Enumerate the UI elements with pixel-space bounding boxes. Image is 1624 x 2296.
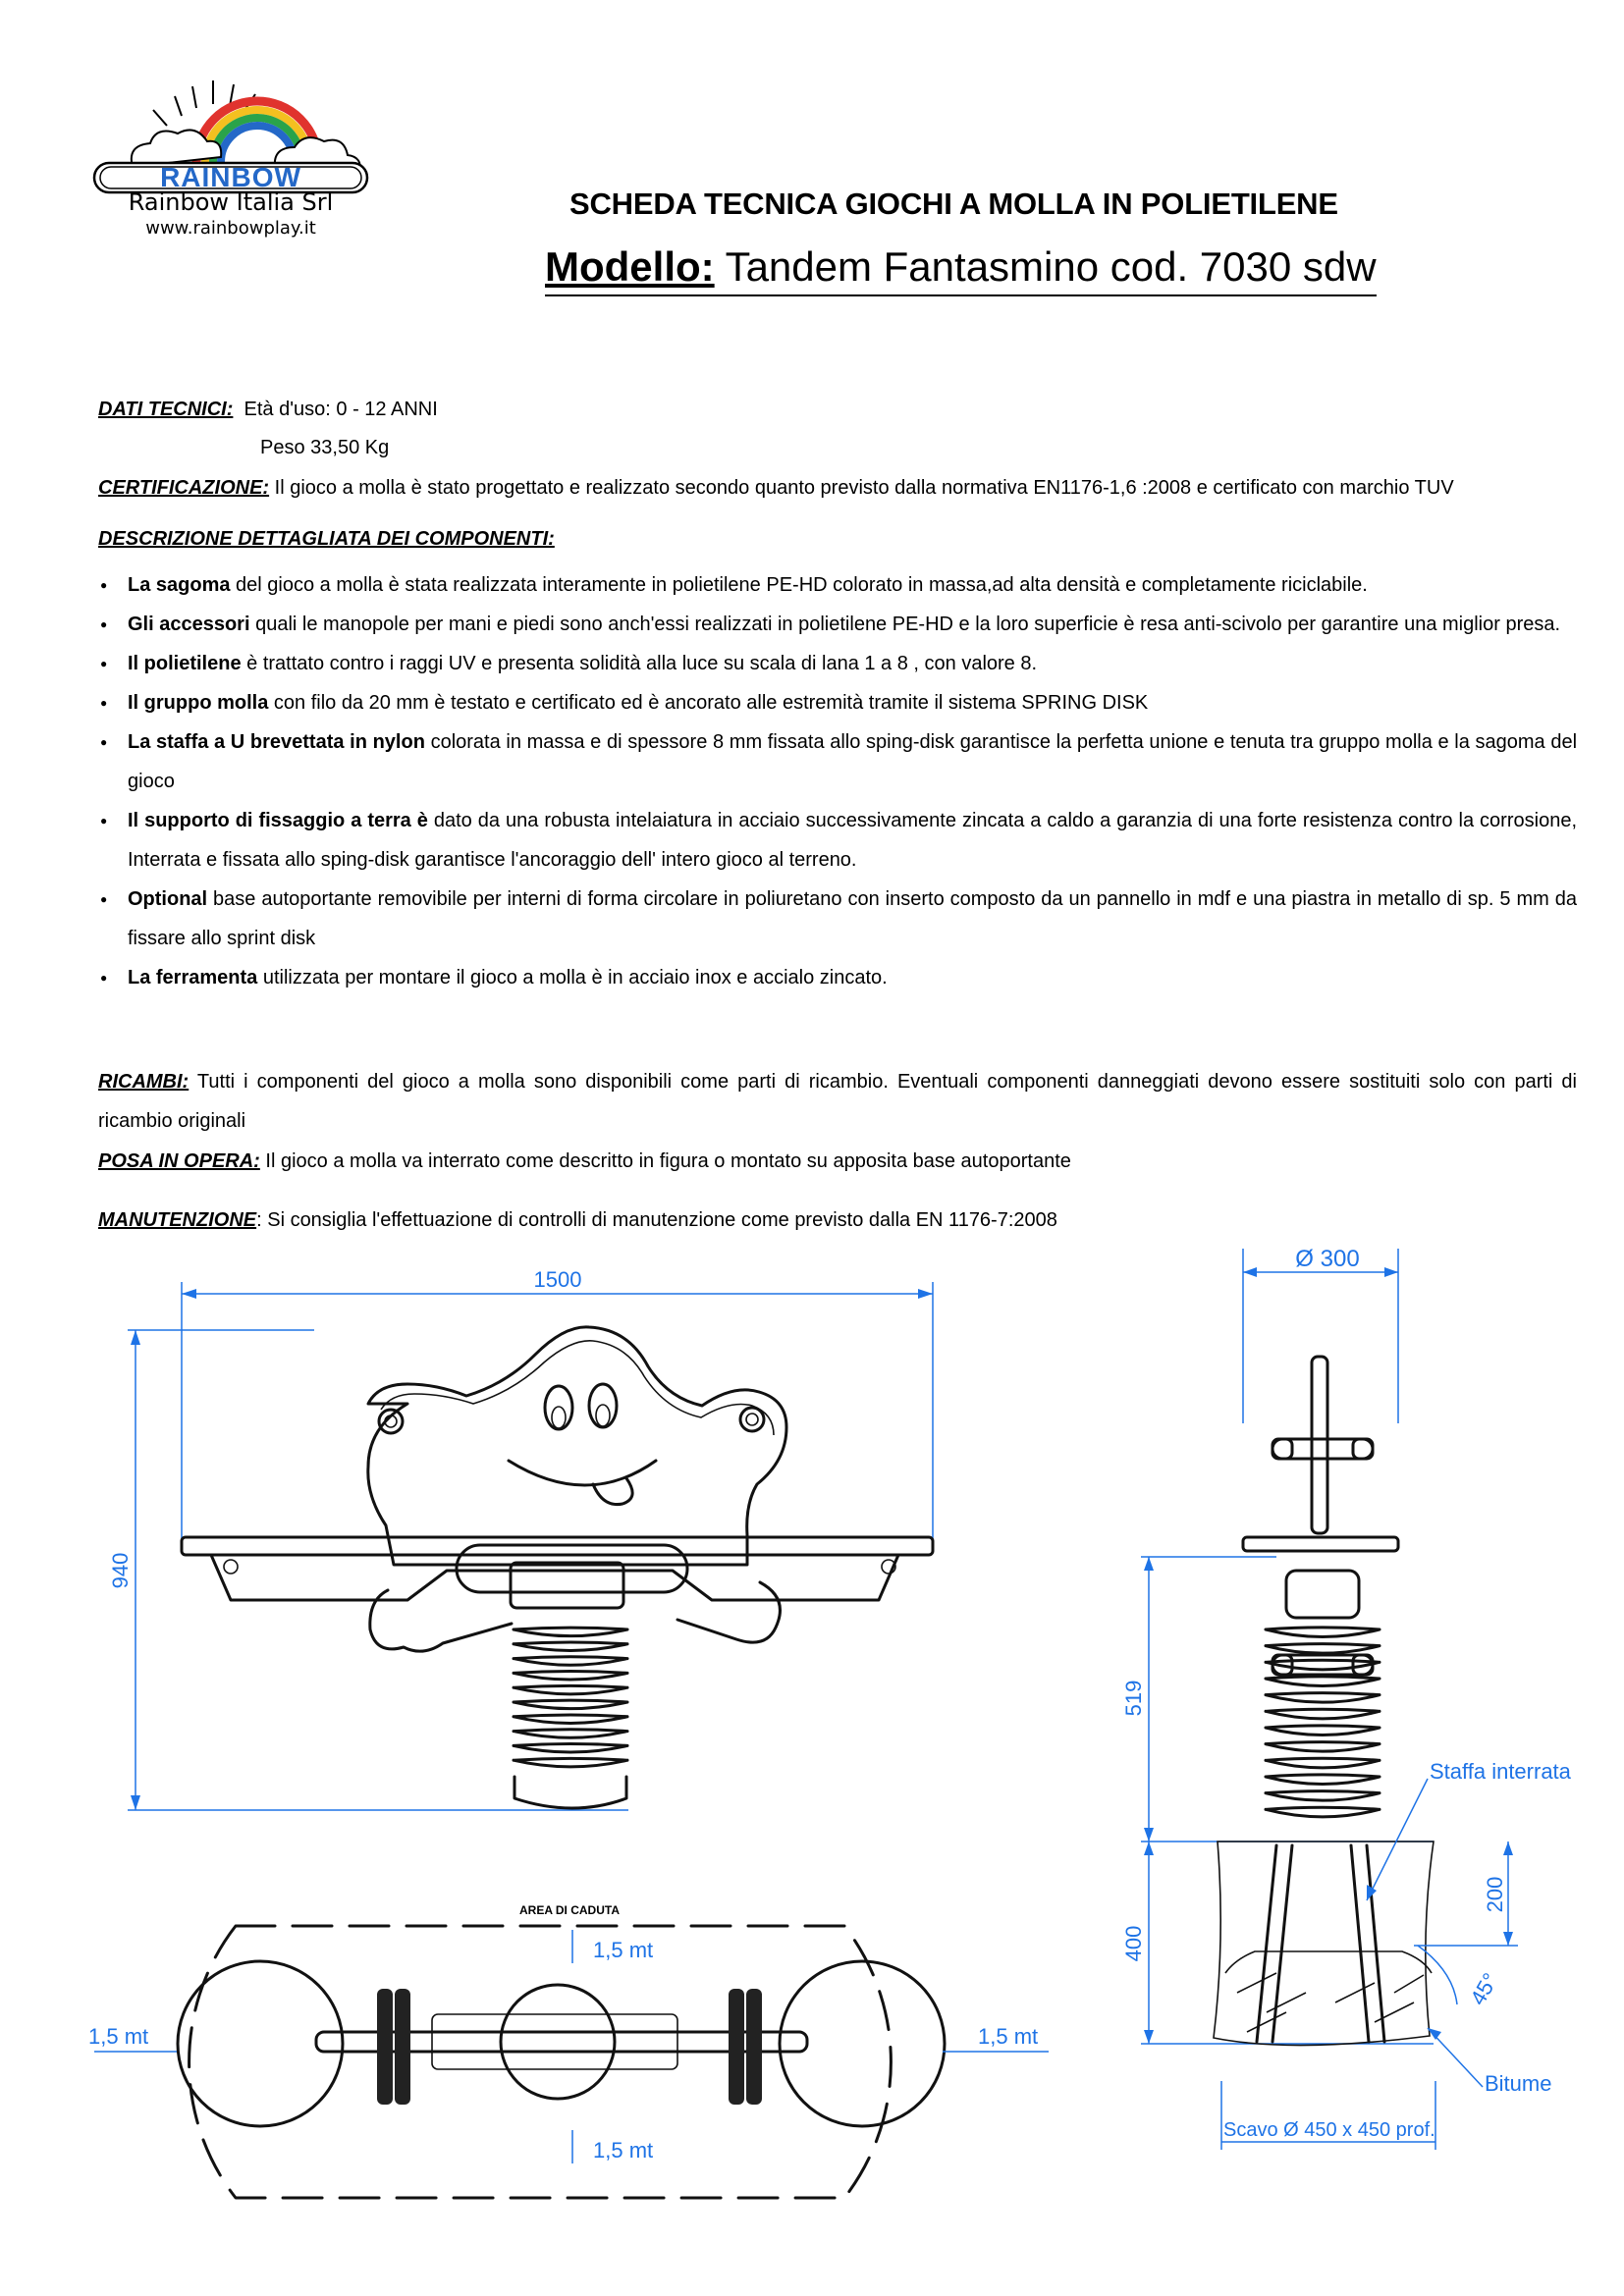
manutenzione-label: MANUTENZIONE xyxy=(98,1209,257,1231)
document-title: SCHEDA TECNICA GIOCHI A MOLLA IN POLIETILENE xyxy=(569,187,1338,221)
side-view-drawing xyxy=(1141,1249,1518,2150)
front-view-drawing xyxy=(128,1282,933,1810)
spring-coil xyxy=(1266,1807,1380,1817)
dim-spring-label: 519 xyxy=(1121,1680,1146,1717)
dim-angle-label: 45° xyxy=(1465,1968,1503,2009)
area-caduta-label: AREA DI CADUTA xyxy=(519,1903,620,1917)
list-item-text: utilizzata per montare il gioco a molla è in acciaio inox e accialo zincato. xyxy=(257,967,888,988)
company-name: Rainbow Italia Srl xyxy=(128,188,334,216)
spring-coil xyxy=(1266,1644,1380,1654)
dim-width-label: 1500 xyxy=(533,1267,582,1292)
model-label: Modello: xyxy=(545,243,715,290)
dim-depth-label: 400 xyxy=(1121,1925,1146,1962)
fall-top-label: 1,5 mt xyxy=(593,1938,654,1962)
spring-coil xyxy=(514,1685,627,1694)
spring-coil xyxy=(514,1657,627,1666)
spring-coil xyxy=(1266,1628,1380,1637)
bitume-label: Bitume xyxy=(1485,2071,1552,2096)
ricambi-label: RICAMBI: xyxy=(98,1071,189,1093)
eta-text: Età d'uso: 0 - 12 ANNI xyxy=(244,399,438,420)
certificazione-text: Il gioco a molla è stato progettato e realizzato secondo quanto previsto dalla normativa EN1176-1,6 :2008 e certificato con marchio TUV xyxy=(274,477,1454,499)
peso-text: Peso 33,50 Kg xyxy=(260,437,390,458)
list-item-text: è trattato contro i raggi UV e presenta solidità alla luce su scala di lana 1 a 8 , con valore 8. xyxy=(241,653,1038,674)
list-item-bold: La staffa a U brevettata in nylon xyxy=(128,731,425,753)
list-item-bold: Il supporto di fissaggio a terra è xyxy=(128,810,428,831)
scavo-label: Scavo Ø 450 x 450 prof. xyxy=(1223,2119,1435,2141)
list-item-text: del gioco a molla è stata realizzata interamente in polietilene PE-HD colorato in massa,ad alta densità e completamente riciclabile. xyxy=(230,574,1368,596)
spring-coil xyxy=(1266,1660,1380,1670)
staffa-label: Staffa interrata xyxy=(1430,1759,1571,1784)
list-item-bold: La ferramenta xyxy=(128,967,258,988)
list-item-text: colorata in massa e di spessore 8 mm fissata allo sping-disk garantisce la perfetta unione e tenuta tra gruppo molla e la sagoma del gioco xyxy=(128,731,1578,792)
spring-coil xyxy=(514,1642,627,1651)
fall-left-label: 1,5 mt xyxy=(88,2024,149,2049)
spring-coil xyxy=(514,1715,627,1724)
brand-name: RAINBOW xyxy=(160,162,301,192)
list-item-bold: Gli accessori xyxy=(128,614,250,635)
spring-coil xyxy=(514,1758,627,1767)
dati-tecnici-label: DATI TECNICI: xyxy=(98,399,234,420)
list-item-text: quali le manopole per mani e piedi sono anch'essi realizzati in polietilene PE-HD e la loro superficie è resa anti-scivolo per garantire una miglior presa. xyxy=(249,614,1561,635)
spring-coil xyxy=(514,1744,627,1753)
spring-coil xyxy=(514,1700,627,1709)
list-item-text: base autoportante removibile per interni di forma circolare in poliuretano con inserto composto da un pannello in mdf e una piastra in metallo di sp. 5 mm da fissare allo sprint disk xyxy=(128,888,1577,949)
spring-coil xyxy=(1266,1709,1380,1719)
spring-coil xyxy=(514,1730,627,1738)
fall-right-label: 1,5 mt xyxy=(978,2024,1039,2049)
spring-coil xyxy=(514,1628,627,1636)
list-item-bold: Il gruppo molla xyxy=(128,692,269,714)
fall-bottom-label: 1,5 mt xyxy=(593,2138,654,2163)
descrizione-label-text: DESCRIZIONE DETTAGLIATA DEI COMPONENTI: xyxy=(98,528,555,550)
spring-coil xyxy=(1266,1775,1380,1785)
list-item-bold: Optional xyxy=(128,888,208,910)
model-value: Tandem Fantasmino cod. 7030 sdw xyxy=(725,243,1377,290)
manutenzione-text: : Si consiglia l'effettuazione di controlli di manutenzione come previsto dalla EN 1176-7:2008 xyxy=(256,1209,1057,1231)
website-link[interactable]: www.rainbowplay.it xyxy=(145,218,316,239)
spring-coil xyxy=(1266,1677,1380,1686)
spring-coil xyxy=(1266,1742,1380,1752)
ricambi-text: Tutti i componenti del gioco a molla sono disponibili come parti di ricambio. Eventuali componenti danneggiati devono essere sostituiti solo con parti di ricambio originali xyxy=(98,1071,1577,1132)
spring-coil xyxy=(1266,1726,1380,1735)
spring-coil xyxy=(1266,1791,1380,1801)
posa-text: Il gioco a molla va interrato come descritto in figura o montato su apposita base autoportante xyxy=(259,1150,1071,1172)
spring-coil xyxy=(1266,1693,1380,1703)
spring-front xyxy=(514,1628,627,1767)
list-item-bold: Il polietilene xyxy=(128,653,242,674)
certificazione-label: CERTIFICAZIONE: xyxy=(98,477,270,499)
plan-view-drawing xyxy=(94,1926,1049,2198)
list-item-bold: La sagoma xyxy=(128,574,231,596)
spring-coil xyxy=(1266,1758,1380,1768)
spring-coil xyxy=(514,1672,627,1681)
list-item-text: con filo da 20 mm è testato e certificato ed è ancorato alle estremità tramite il sistema SPRING DISK xyxy=(268,692,1149,714)
list-item-text: dato da una robusta intelaiatura in acciaio successivamente zincata a caldo a garanzia di una forte resistenza contro la corrosione, Interrata e fissata allo sping-disk garantisce l'ancoraggio dell' intero gioco al terreno. xyxy=(128,810,1577,871)
dim-height-label: 940 xyxy=(108,1552,133,1589)
dim-diameter-label: Ø 300 xyxy=(1295,1246,1360,1272)
dim-anchor-label: 200 xyxy=(1483,1876,1507,1913)
posa-label: POSA IN OPERA: xyxy=(98,1150,260,1172)
